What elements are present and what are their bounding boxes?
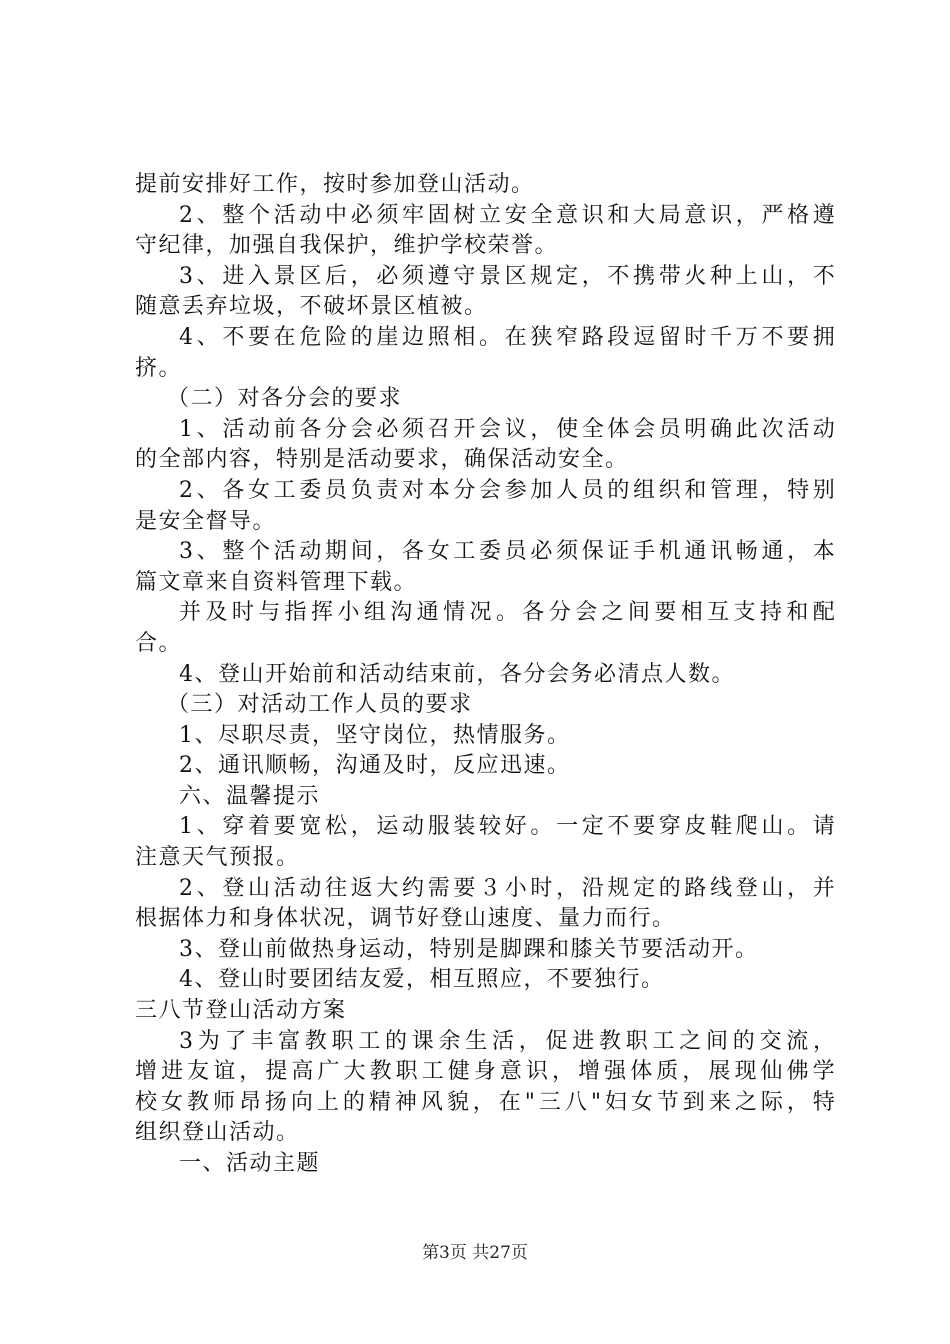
text-line: 4、登山开始前和活动结束前，各分会务必清点人数。 — [179, 661, 735, 687]
text-line: 一、活动主题 — [179, 1151, 321, 1176]
text-line: 合。 — [135, 630, 183, 656]
text-line: 2 、 登 山 活 动 往 返 大 约 需 要 ３ 小 时 ， 沿 规 定 的 路 线 登 山 ， 并 — [179, 875, 835, 901]
text-line: 注意天气预报。 — [135, 845, 300, 871]
text-line: 3、登山前做热身运动，特别是脚踝和膝关节要活动开。 — [179, 936, 759, 962]
text-line: 并 及 时 与 指 挥 小 组 沟 通 情 况 。 各 分 会 之 间 要 相 互 支 持 和 配 — [179, 600, 835, 626]
text-line: 的全部内容，特别是活动要求，确保活动安全。 — [135, 447, 629, 473]
text-line: 1 、 活 动 前 各 分 会 必 须 召 开 会 议 ， 使 全 体 会 员 明 确 此 次 活 动 — [179, 416, 835, 442]
text-line: 守纪律，加强自我保护，维护学校荣誉。 — [135, 233, 559, 259]
text-line: 3 、 整 个 活 动 期 间 ， 各 女 工 委 员 必 须 保 证 手 机 通 讯 畅 通 ， 本 — [179, 539, 835, 565]
text-line: 3 、 进 入 景 区 后 ， 必 须 遵 守 景 区 规 定 ， 不 携 带 火 种 上 山 ， 不 — [179, 263, 835, 289]
page-footer — [0, 1238, 950, 1263]
text-line: 1、尽职尽责，坚守岗位，热情服务。 — [179, 722, 571, 748]
text-line: 2、通讯顺畅，沟通及时，反应迅速。 — [179, 753, 571, 779]
text-line: （三）对活动工作人员的要求 — [167, 692, 473, 718]
page-number-label: 第3页 共27页 — [422, 1243, 528, 1263]
text-line: 组织登山活动。 — [135, 1120, 300, 1146]
document-body — [135, 170, 835, 1180]
text-line: 1 、 穿 着 要 宽 松 ， 运 动 服 装 较 好 。 一 定 不 要 穿 皮 鞋 爬 山 。 请 — [179, 814, 835, 840]
text-line: 随意丢弃垃圾，不破坏景区植被。 — [135, 294, 488, 320]
text-line: 挤。 — [135, 355, 183, 381]
text-line: 六、温馨提示 — [179, 783, 321, 809]
text-line: 提前安排好工作，按时参加登山活动。 — [135, 172, 535, 197]
text-line: （二）对各分会的要求 — [167, 386, 403, 412]
text-line: 3 为 了 丰 富 教 职 工 的 课 余 生 活 ， 促 进 教 职 工 之 间 的 交 流 ， — [179, 1028, 835, 1054]
text-line: 三八节登山活动方案 — [135, 998, 347, 1024]
text-line: 根据体力和身体状况，调节好登山速度、量力而行。 — [135, 906, 676, 932]
text-line: 4、登山时要团结友爱，相互照应，不要独行。 — [179, 967, 665, 993]
text-line: 增 进 友 谊 ， 提 高 广 大 教 职 工 健 身 意 识 ， 增 强 体 质 ， 展 现 仙 佛 学 — [135, 1059, 835, 1085]
text-line: 2 、 整 个 活 动 中 必 须 牢 固 树 立 安 全 意 识 和 大 局 意 识 ， 严 格 遵 — [179, 202, 835, 228]
text-line: 4 、 不 要 在 危 险 的 崖 边 照 相 。 在 狭 窄 路 段 逗 留 时 千 万 不 要 拥 — [179, 324, 835, 350]
text-line: 篇文章来自资料管理下载。 — [135, 569, 418, 595]
text-line: 校 女 教 师 昂 扬 向 上 的 精 神 风 貌 ， 在 " 三 八 " 妇 女 节 到 来 之 际 ， 特 — [135, 1089, 835, 1115]
text-line: 是安全督导。 — [135, 508, 277, 534]
text-line: 2 、 各 女 工 委 员 负 责 对 本 分 会 参 加 人 员 的 组 织 和 管 理 ， 特 别 — [179, 477, 835, 503]
